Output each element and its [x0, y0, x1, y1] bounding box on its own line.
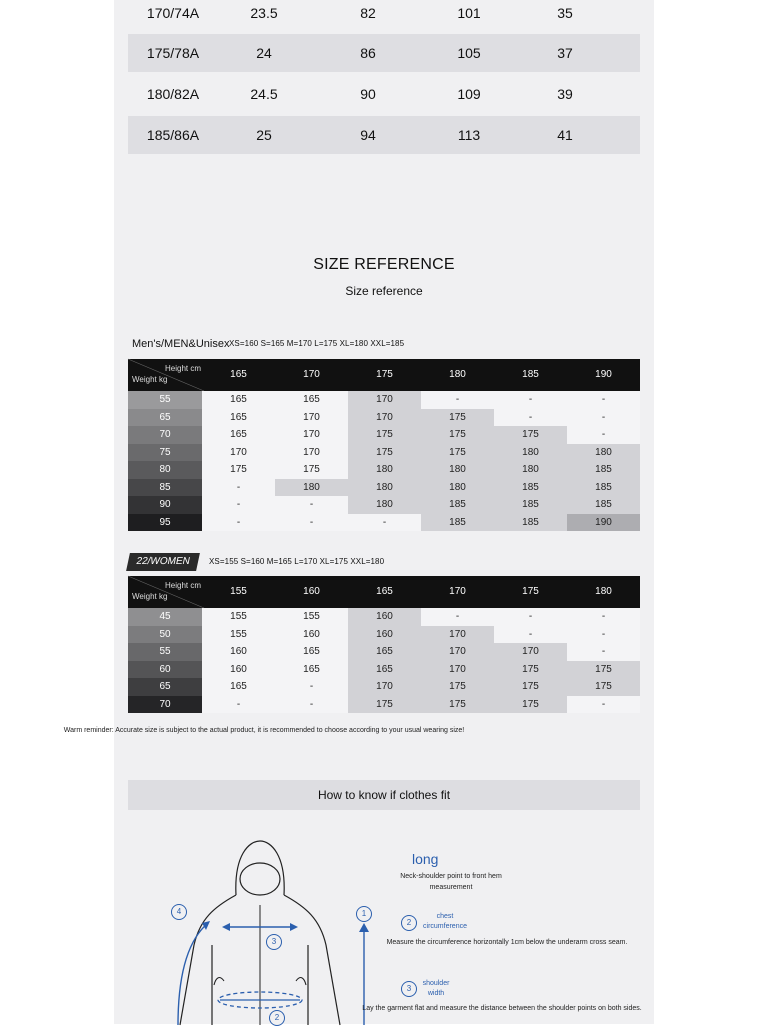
- size-cell: 165: [202, 409, 275, 427]
- size-cell: 175: [348, 426, 421, 444]
- garment-measurement-figure: [154, 835, 384, 1025]
- size-cell: 175: [421, 409, 494, 427]
- size-cell: 185: [421, 514, 494, 532]
- spec-table-row: [128, 116, 640, 154]
- weight-label: 55: [128, 391, 202, 409]
- spec-table-row: [128, 34, 640, 72]
- size-cell: 170: [421, 643, 494, 661]
- size-cell: 180: [494, 444, 567, 462]
- women-size-chart: [128, 576, 640, 714]
- size-cell: -: [275, 696, 348, 714]
- height-header: 155: [230, 586, 247, 597]
- spec-table-cell: 35: [557, 5, 573, 21]
- size-cell: 185: [494, 479, 567, 497]
- size-cell: -: [567, 626, 640, 644]
- weight-label: 45: [128, 608, 202, 626]
- size-cell: 165: [275, 661, 348, 679]
- weight-label: 75: [128, 444, 202, 462]
- size-cell: 175: [348, 696, 421, 714]
- size-cell: -: [567, 643, 640, 661]
- women-size-key: XS=155 S=160 M=165 L=170 XL=175 XXL=180: [209, 557, 385, 566]
- size-guide-panel: [63, 0, 654, 1024]
- weight-label: 55: [128, 643, 202, 661]
- size-cell: 180: [348, 461, 421, 479]
- size-cell: 175: [275, 461, 348, 479]
- men-corner-weight: Weight kg: [132, 375, 168, 384]
- size-cell: 175: [421, 444, 494, 462]
- weight-label: 80: [128, 461, 202, 479]
- spec-table-cell: 24.5: [250, 86, 278, 102]
- marker-2: 2: [269, 1010, 285, 1026]
- height-header: 165: [230, 369, 247, 380]
- size-cell: 180: [275, 479, 348, 497]
- long-label: long: [412, 851, 439, 867]
- shoulder-number: 3: [401, 981, 417, 997]
- size-cell: 165: [275, 391, 348, 409]
- size-cell: 155: [275, 608, 348, 626]
- size-cell: -: [202, 514, 275, 532]
- size-cell: -: [275, 496, 348, 514]
- size-cell: 180: [421, 479, 494, 497]
- size-cell: -: [202, 479, 275, 497]
- size-cell: 185: [494, 514, 567, 532]
- weight-label: 70: [128, 696, 202, 714]
- spec-table-cell: 25: [256, 127, 272, 143]
- height-header: 190: [595, 369, 612, 380]
- size-cell: 170: [275, 426, 348, 444]
- size-cell: 170: [494, 643, 567, 661]
- size-cell: 175: [421, 678, 494, 696]
- women-corner-height: Height cm: [165, 581, 202, 590]
- size-cell: 180: [348, 479, 421, 497]
- size-cell: 170: [421, 626, 494, 644]
- spec-table-cell: 37: [557, 45, 573, 61]
- size-cell: -: [275, 678, 348, 696]
- weight-label: 65: [128, 678, 202, 696]
- warm-reminder: Warm reminder: Accurate size is subject to the actual product, it is recommended to choose according to your usual wearing size!: [63, 727, 465, 734]
- size-cell: -: [202, 496, 275, 514]
- men-chart-header: [128, 359, 640, 391]
- size-cell: 170: [421, 661, 494, 679]
- men-size-chart: [128, 359, 640, 531]
- height-header: 175: [522, 586, 539, 597]
- spec-table-cell: 170/74A: [146, 5, 200, 21]
- size-cell: 160: [275, 626, 348, 644]
- height-header: 170: [303, 369, 320, 380]
- weight-label: 50: [128, 626, 202, 644]
- spec-table-row: [128, 75, 640, 113]
- size-cell: 175: [494, 678, 567, 696]
- size-cell: -: [494, 608, 567, 626]
- size-cell: 170: [348, 678, 421, 696]
- chest-number: 2: [401, 915, 417, 931]
- size-cell: 175: [202, 461, 275, 479]
- size-cell: 170: [348, 409, 421, 427]
- spec-table-cell: 90: [360, 86, 376, 102]
- size-cell: 165: [202, 391, 275, 409]
- spec-table-cell: 101: [457, 5, 481, 21]
- spec-table-cell: 39: [557, 86, 573, 102]
- size-cell: 160: [202, 643, 275, 661]
- women-label-text: 22/WOMEN: [135, 556, 191, 567]
- chest-label: chest circumference: [423, 913, 467, 930]
- size-cell: 175: [567, 678, 640, 696]
- weight-label: 85: [128, 479, 202, 497]
- spec-table-cell: 113: [457, 127, 481, 143]
- size-cell: 170: [275, 409, 348, 427]
- height-header: 180: [595, 586, 612, 597]
- size-cell: 170: [348, 391, 421, 409]
- size-cell: 155: [202, 608, 275, 626]
- size-cell: -: [567, 426, 640, 444]
- spec-table-cell: 82: [360, 5, 376, 21]
- weight-label: 70: [128, 426, 202, 444]
- spec-table-cell: 94: [360, 127, 376, 143]
- size-cell: 175: [494, 426, 567, 444]
- size-cell: 185: [567, 496, 640, 514]
- spec-table-cell: 185/86A: [146, 127, 200, 143]
- men-size-key: XS=160 S=165 M=170 L=175 XL=180 XXL=185: [229, 339, 405, 348]
- size-cell: 165: [275, 643, 348, 661]
- spec-table-cell: 23.5: [250, 5, 278, 21]
- spec-table-cell: 41: [557, 127, 573, 143]
- size-cell: 170: [202, 444, 275, 462]
- size-cell: -: [494, 409, 567, 427]
- shoulder-description: Lay the garment flat and measure the distance between the shoulder points on both sides.: [362, 1005, 642, 1012]
- size-cell: 170: [275, 444, 348, 462]
- spec-table-cell: 175/78A: [146, 45, 200, 61]
- size-cell: 160: [202, 661, 275, 679]
- marker-3: 3: [266, 934, 282, 950]
- size-cell: 175: [494, 661, 567, 679]
- size-cell: 175: [421, 696, 494, 714]
- page-title: SIZE REFERENCE: [313, 256, 455, 273]
- height-header: 180: [449, 369, 466, 380]
- height-header: 160: [303, 586, 320, 597]
- spec-table-cell: 180/82A: [146, 86, 200, 102]
- size-cell: 160: [348, 626, 421, 644]
- spec-table-row: [128, 0, 640, 32]
- height-header: 165: [376, 586, 393, 597]
- size-cell: -: [494, 626, 567, 644]
- size-cell: 165: [348, 643, 421, 661]
- long-description: Neck-shoulder point to front hem measurement: [400, 873, 502, 891]
- weight-label: 65: [128, 409, 202, 427]
- marker-1: 1: [356, 906, 372, 922]
- spec-table-cell: 105: [457, 45, 481, 61]
- women-chart-header: [128, 576, 640, 608]
- men-section-label: Men's/MEN&Unisex: [132, 338, 230, 350]
- shoulder-label: shoulder width: [422, 980, 450, 997]
- men-corner-height: Height cm: [165, 364, 202, 373]
- height-header: 185: [522, 369, 539, 380]
- weight-label: 90: [128, 496, 202, 514]
- size-cell: 155: [202, 626, 275, 644]
- size-cell: -: [202, 696, 275, 714]
- size-cell: 160: [348, 608, 421, 626]
- size-cell: 175: [421, 426, 494, 444]
- women-corner-weight: Weight kg: [132, 592, 168, 601]
- page-subtitle: Size reference: [345, 284, 423, 298]
- size-cell: -: [275, 514, 348, 532]
- spec-table-cell: 86: [360, 45, 376, 61]
- women-section-label: [126, 553, 200, 571]
- size-cell: -: [348, 514, 421, 532]
- size-cell: 180: [421, 461, 494, 479]
- size-cell: 185: [494, 496, 567, 514]
- marker-4: 4: [171, 904, 187, 920]
- size-cell: 175: [567, 661, 640, 679]
- size-cell: 165: [348, 661, 421, 679]
- size-cell: 180: [494, 461, 567, 479]
- size-cell: -: [567, 409, 640, 427]
- size-cell: 180: [567, 444, 640, 462]
- height-header: 170: [449, 586, 466, 597]
- size-cell: 185: [567, 461, 640, 479]
- size-cell: 190: [567, 514, 640, 532]
- size-cell: -: [421, 608, 494, 626]
- chest-description: Measure the circumference horizontally 1cm below the underarm cross seam.: [386, 939, 628, 946]
- size-cell: 185: [421, 496, 494, 514]
- size-cell: 165: [202, 426, 275, 444]
- size-cell: 165: [202, 678, 275, 696]
- size-cell: -: [567, 391, 640, 409]
- weight-label: 60: [128, 661, 202, 679]
- fit-section-title: How to know if clothes fit: [128, 780, 640, 810]
- weight-label: 95: [128, 514, 202, 532]
- size-cell: -: [567, 696, 640, 714]
- size-cell: -: [421, 391, 494, 409]
- size-cell: 180: [348, 496, 421, 514]
- height-header: 175: [376, 369, 393, 380]
- size-cell: -: [567, 608, 640, 626]
- spec-table-cell: 109: [457, 86, 481, 102]
- size-cell: -: [494, 391, 567, 409]
- size-cell: 175: [348, 444, 421, 462]
- size-cell: 175: [494, 696, 567, 714]
- spec-table-cell: 24: [256, 45, 272, 61]
- size-cell: 185: [567, 479, 640, 497]
